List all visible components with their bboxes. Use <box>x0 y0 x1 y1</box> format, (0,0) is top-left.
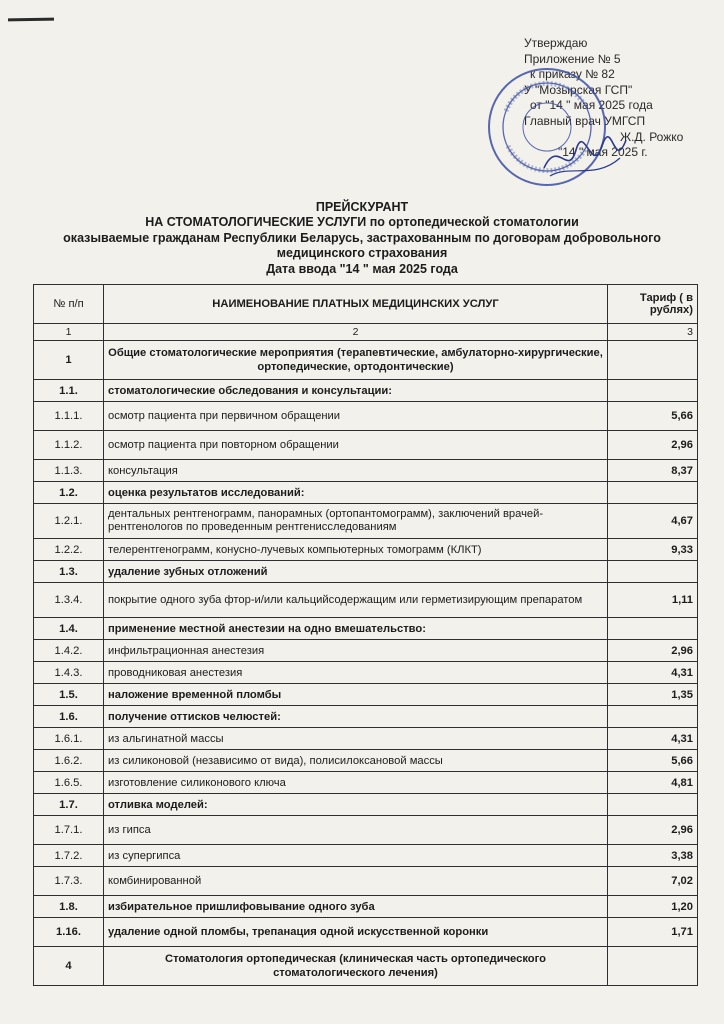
document-title: ПРЕЙСКУРАНТ <box>315 200 409 214</box>
table-row <box>34 896 698 918</box>
row-service-name: инфильтрационная анестезия <box>104 640 608 662</box>
row-tariff <box>608 706 698 728</box>
row-number: 1.3.4. <box>34 583 104 618</box>
row-service-name: применение местной анестезии на одно вмешательство: <box>104 618 608 640</box>
document-subtitle: медицинского страхования <box>276 246 448 261</box>
approval-line: Ж.Д. Рожко <box>620 129 684 144</box>
row-tariff: 5,66 <box>608 750 698 772</box>
table-row <box>34 431 698 460</box>
row-tariff: 7,02 <box>608 867 698 896</box>
row-service-name: оценка результатов исследований: <box>104 482 608 504</box>
table-row <box>34 918 698 947</box>
row-service-name: консультация <box>104 460 608 482</box>
row-service-name: удаление зубных отложений <box>104 561 608 583</box>
row-service-name: стоматологические обследования и консультации: <box>104 380 608 402</box>
row-tariff: 4,67 <box>608 504 698 539</box>
row-service-name: осмотр пациента при повторном обращении <box>104 431 608 460</box>
row-service-name: удаление одной пломбы, трепанация одной искусственной коронки <box>104 918 608 947</box>
row-service-name: телерентгенограмм, конусно-лучевых компьютерных томограмм (КЛКТ) <box>104 539 608 561</box>
row-number: 1.1.3. <box>34 460 104 482</box>
row-service-name: из альгинатной массы <box>104 728 608 750</box>
table-row <box>34 772 698 794</box>
row-tariff: 4,31 <box>608 662 698 684</box>
table-row <box>34 640 698 662</box>
row-service-name: Стоматология ортопедическая (клиническая часть ортопедического стоматологического лечения) <box>104 947 608 986</box>
row-tariff <box>608 947 698 986</box>
row-service-name: наложение временной пломбы <box>104 684 608 706</box>
row-tariff <box>608 380 698 402</box>
document-subtitle: оказываемые гражданам Республики Беларусь, застрахованным по договорам добровольного <box>63 230 661 245</box>
row-service-name: проводниковая анестезия <box>104 662 608 684</box>
column-index: 2 <box>104 324 608 341</box>
row-tariff: 1,20 <box>608 896 698 918</box>
row-number: 1.7. <box>34 794 104 816</box>
table-row <box>34 504 698 539</box>
row-number: 1.6. <box>34 706 104 728</box>
approval-line: Утверждаю <box>524 36 588 50</box>
row-number: 1.8. <box>34 896 104 918</box>
column-header-number: № п/п <box>34 285 104 324</box>
row-number: 1.4. <box>34 618 104 640</box>
price-table <box>33 284 698 986</box>
corner-pen-mark <box>8 18 54 22</box>
row-tariff <box>608 794 698 816</box>
row-service-name: из силиконовой (независимо от вида), полисилоксановой массы <box>104 750 608 772</box>
approval-block <box>524 36 724 161</box>
table-row <box>34 460 698 482</box>
row-number: 1.6.2. <box>34 750 104 772</box>
row-tariff <box>608 341 698 380</box>
row-number: 1.2.2. <box>34 539 104 561</box>
row-tariff: 2,96 <box>608 640 698 662</box>
table-row <box>34 402 698 431</box>
row-number: 1.16. <box>34 918 104 947</box>
column-index: 1 <box>34 324 104 341</box>
table-row <box>34 380 698 402</box>
row-tariff: 9,33 <box>608 539 698 561</box>
approval-line: Главный врач УМГСП <box>524 113 646 128</box>
row-tariff <box>608 561 698 583</box>
row-number: 1.6.5. <box>34 772 104 794</box>
row-number: 1.1.1. <box>34 402 104 431</box>
row-service-name: Общие стоматологические мероприятия (терапевтические, амбулаторно-хирургические, ортопедические, ортодонтические) <box>104 341 608 380</box>
row-service-name: из гипса <box>104 816 608 845</box>
document-heading <box>20 200 704 277</box>
table-row <box>34 794 698 816</box>
row-service-name: изготовление силиконового ключа <box>104 772 608 794</box>
table-row <box>34 728 698 750</box>
column-header-name: НАИМЕНОВАНИЕ ПЛАТНЫХ МЕДИЦИНСКИХ УСЛУГ <box>104 285 608 324</box>
row-number: 1.7.2. <box>34 845 104 867</box>
table-row <box>34 561 698 583</box>
table-row <box>34 341 698 380</box>
row-number: 1.3. <box>34 561 104 583</box>
row-number: 1.4.3. <box>34 662 104 684</box>
table-row <box>34 867 698 896</box>
effective-date: Дата ввода "14 " мая 2025 года <box>266 261 458 276</box>
table-row <box>34 816 698 845</box>
table-row <box>34 947 698 986</box>
row-tariff: 2,96 <box>608 431 698 460</box>
row-service-name: осмотр пациента при первичном обращении <box>104 402 608 431</box>
row-number: 1.1. <box>34 380 104 402</box>
row-number: 1.6.1. <box>34 728 104 750</box>
row-tariff: 2,96 <box>608 816 698 845</box>
row-service-name: избирательное пришлифовывание одного зуба <box>104 896 608 918</box>
column-header-tariff: Тариф ( в рублях) <box>608 285 698 324</box>
approval-line: к приказу № 82 <box>530 67 615 82</box>
row-tariff: 1,71 <box>608 918 698 947</box>
row-number: 1.1.2. <box>34 431 104 460</box>
approval-line: Приложение № 5 <box>524 51 621 66</box>
row-tariff: 1,11 <box>608 583 698 618</box>
table-row <box>34 618 698 640</box>
row-service-name: из супергипса <box>104 845 608 867</box>
row-tariff: 4,81 <box>608 772 698 794</box>
row-tariff <box>608 618 698 640</box>
row-service-name: получение оттисков челюстей: <box>104 706 608 728</box>
table-row <box>34 706 698 728</box>
column-index-row <box>34 324 698 341</box>
row-tariff: 8,37 <box>608 460 698 482</box>
table-row <box>34 845 698 867</box>
row-number: 4 <box>34 947 104 986</box>
approval-line: У "Мозырская ГСП" <box>524 82 633 97</box>
table-row <box>34 482 698 504</box>
approval-line: "14 " мая 2025 г. <box>558 145 648 160</box>
row-tariff <box>608 482 698 504</box>
row-tariff: 1,35 <box>608 684 698 706</box>
approval-line: от "14 " мая 2025 года <box>530 98 653 113</box>
table-row <box>34 583 698 618</box>
row-number: 1.7.1. <box>34 816 104 845</box>
row-service-name: отливка моделей: <box>104 794 608 816</box>
table-row <box>34 684 698 706</box>
row-service-name: дентальных рентгенограмм, панорамных (ортопантомограмм), заключений врачей-рентгенологов по проведенным рентгенисследованиям <box>104 504 608 539</box>
row-service-name: комбинированной <box>104 867 608 896</box>
row-tariff: 3,38 <box>608 845 698 867</box>
document-subtitle: НА СТОМАТОЛОГИЧЕСКИЕ УСЛУГИ по ортопедической стоматологии <box>145 215 579 230</box>
row-number: 1.2.1. <box>34 504 104 539</box>
table-row <box>34 662 698 684</box>
column-index: 3 <box>608 324 698 341</box>
table-row <box>34 539 698 561</box>
row-number: 1.2. <box>34 482 104 504</box>
row-tariff: 4,31 <box>608 728 698 750</box>
row-service-name: покрытие одного зуба фтор-и/или кальцийсодержащим или герметизирующим препаратом <box>104 583 608 618</box>
row-number: 1 <box>34 341 104 380</box>
row-number: 1.4.2. <box>34 640 104 662</box>
row-number: 1.7.3. <box>34 867 104 896</box>
row-number: 1.5. <box>34 684 104 706</box>
table-row <box>34 750 698 772</box>
row-tariff: 5,66 <box>608 402 698 431</box>
